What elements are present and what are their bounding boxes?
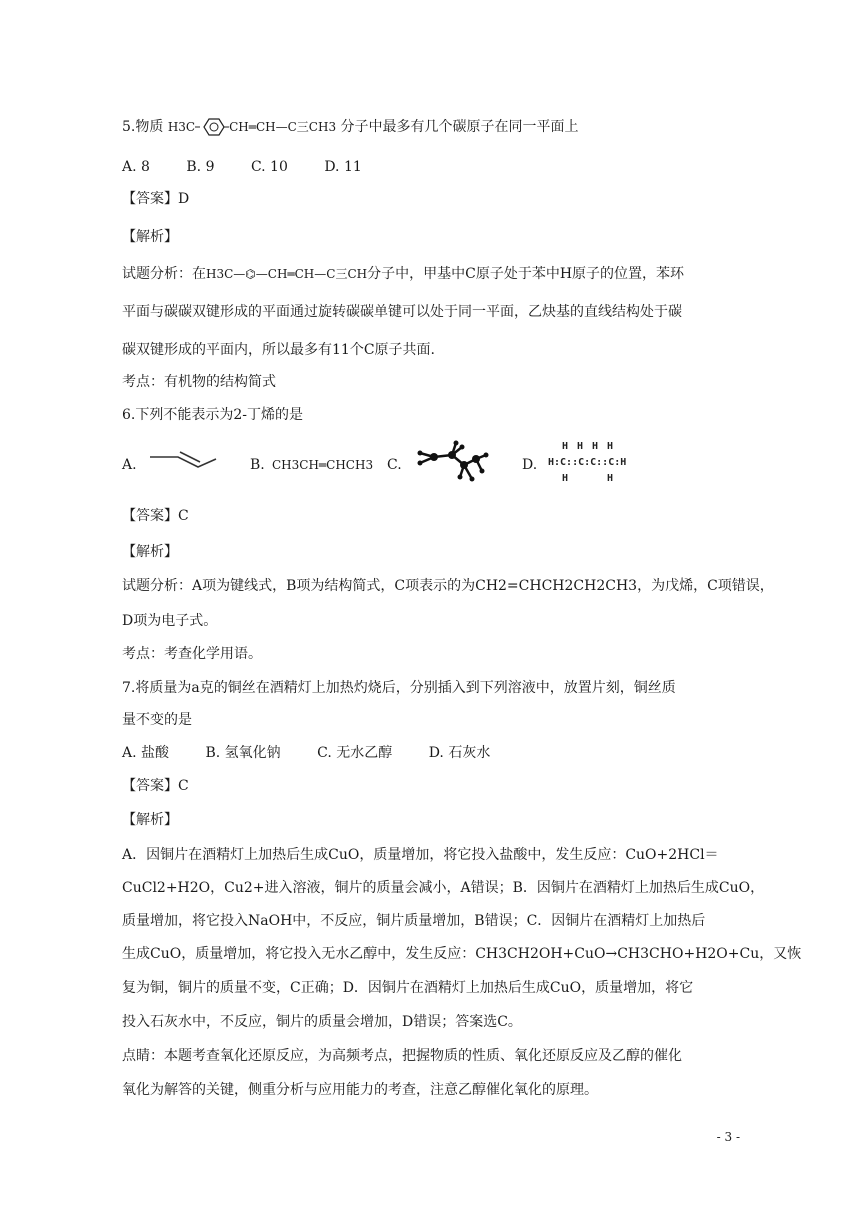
electron-formula-icon: [548, 439, 638, 485]
q5-prefix: 5.物质: [122, 119, 164, 135]
svg-text:H: H: [562, 473, 569, 484]
q6-option-b-formula: CH3CH═CHCH3: [272, 458, 374, 472]
svg-text:H: H: [607, 473, 614, 484]
svg-text:H:C::C:C::C:H: H:C::C:C::C:H: [548, 457, 627, 468]
q7-dianjing-line: 氧化为解答的关键，侧重分析与应用能力的考查，注意乙醇催化氧化的原理。: [122, 1082, 598, 1098]
q5-options: [122, 157, 394, 177]
q7-option-c: C. 无水乙醇: [317, 745, 393, 761]
q7-dianjing-line: 点睛：本题考查氧化还原反应，为高频考点，把握物质的性质、氧化还原反应及乙醇的催化: [122, 1048, 682, 1064]
q5-option-c: C. 10: [250, 159, 288, 175]
q5-analysis-formula: H3C—⌬—CH═CH—C三CH: [206, 267, 368, 281]
q7-options: [122, 743, 522, 763]
q7-option-d: D. 石灰水: [428, 745, 491, 761]
q6-analysis-label: 【解析】: [122, 544, 178, 560]
q5-suffix: 分子中最多有几个碳原子在同一平面上: [340, 119, 579, 135]
q6-option-d-label: D.: [522, 457, 538, 473]
q7-analysis-label: 【解析】: [122, 812, 178, 828]
svg-text:H: H: [577, 441, 584, 452]
q5-answer: 【答案】D: [122, 191, 190, 207]
q7-option-a: A. 盐酸: [122, 745, 170, 761]
q5-analysis-prefix: 试题分析：在: [122, 266, 206, 282]
q6-analysis-line1: 试题分析：A项为键线式，B项为结构简式，C项表示的为CH2=CHCH2CH2CH3，为戊烯，C项错误，: [122, 578, 774, 594]
bond-line-structure-icon: [148, 445, 218, 475]
q6-option-c-label: C.: [387, 457, 402, 473]
q5-analysis-line2: 平面与碳碳双键形成的平面通过旋转碳碳单键可以处于同一平面，乙炔基的直线结构处于碳: [122, 304, 682, 320]
q6-option-b-label: B.: [250, 457, 265, 473]
q5-analysis-line1: [122, 264, 684, 284]
q6-analysis-line2: D项为电子式。: [122, 613, 218, 629]
q7-analysis-line: CuCl2+H2O，Cu2+进入溶液，铜片的质量会减小，A错误；B．因铜片在酒精灯上加热后生成CuO，: [122, 880, 765, 896]
q6-kaodian: 考点：考查化学用语。: [122, 646, 262, 662]
q5-stem: [122, 116, 579, 138]
q7-analysis-line: 复为铜，铜片的质量不变，C正确；D．因铜片在酒精灯上加热后生成CuO，质量增加，将它: [122, 980, 694, 996]
q7-answer: 【答案】C: [122, 778, 189, 794]
q6-options: [122, 441, 762, 495]
q7-option-b: B. 氢氧化钠: [205, 745, 281, 761]
q5-option-a: A. 8: [122, 159, 150, 175]
q6-stem: 6.下列不能表示为2-丁烯的是: [122, 407, 303, 423]
q5-option-b: B. 9: [186, 159, 215, 175]
q7-analysis-line: 生成CuO，质量增加，将它投入无水乙醇中，发生反应：CH3CH2OH+CuO→CH3CHO+H2O+Cu，又恢: [122, 946, 802, 962]
q5-analysis-label: 【解析】: [122, 229, 178, 245]
q6-answer: 【答案】C: [122, 508, 189, 524]
ball-stick-model-icon: [412, 435, 492, 485]
q7-analysis-line: 投入石灰水中，不反应，铜片的质量会增加，D错误；答案选C。: [122, 1014, 522, 1030]
benzene-ring-icon: [195, 116, 229, 138]
page-number: - 3 -: [716, 1130, 740, 1144]
q7-analysis-line: 质量增加，将它投入NaOH中，不反应，铜片质量增加，B错误；C．因铜片在酒精灯上加热后: [122, 913, 706, 929]
q5-kaodian: 考点：有机物的结构简式: [122, 374, 276, 390]
svg-text:H: H: [592, 441, 599, 452]
q5-option-d: D. 11: [324, 159, 362, 175]
q7-analysis-line: A．因铜片在酒精灯上加热后生成CuO，质量增加，将它投入盐酸中，发生反应：CuO+2HCl＝: [122, 847, 719, 863]
svg-text:H: H: [607, 441, 614, 452]
q5-analysis-line3: 碳双键形成的平面内，所以最多有11个C原子共面.: [122, 342, 435, 358]
q6-option-a-label: A.: [122, 457, 137, 473]
q5-formula-right: CH═CH—C三CH3: [229, 120, 337, 134]
q5-analysis-rest: 分子中，甲基中C原子处于苯中H原子的位置，苯环: [367, 266, 685, 282]
q5-formula-left: H3C: [167, 120, 196, 134]
q7-stem-line2: 量不变的是: [122, 712, 192, 728]
svg-text:H: H: [562, 441, 569, 452]
q7-stem-line1: 7.将质量为a克的铜丝在酒精灯上加热灼烧后，分别插入到下列溶液中，放置片刻，铜丝质: [122, 680, 676, 696]
